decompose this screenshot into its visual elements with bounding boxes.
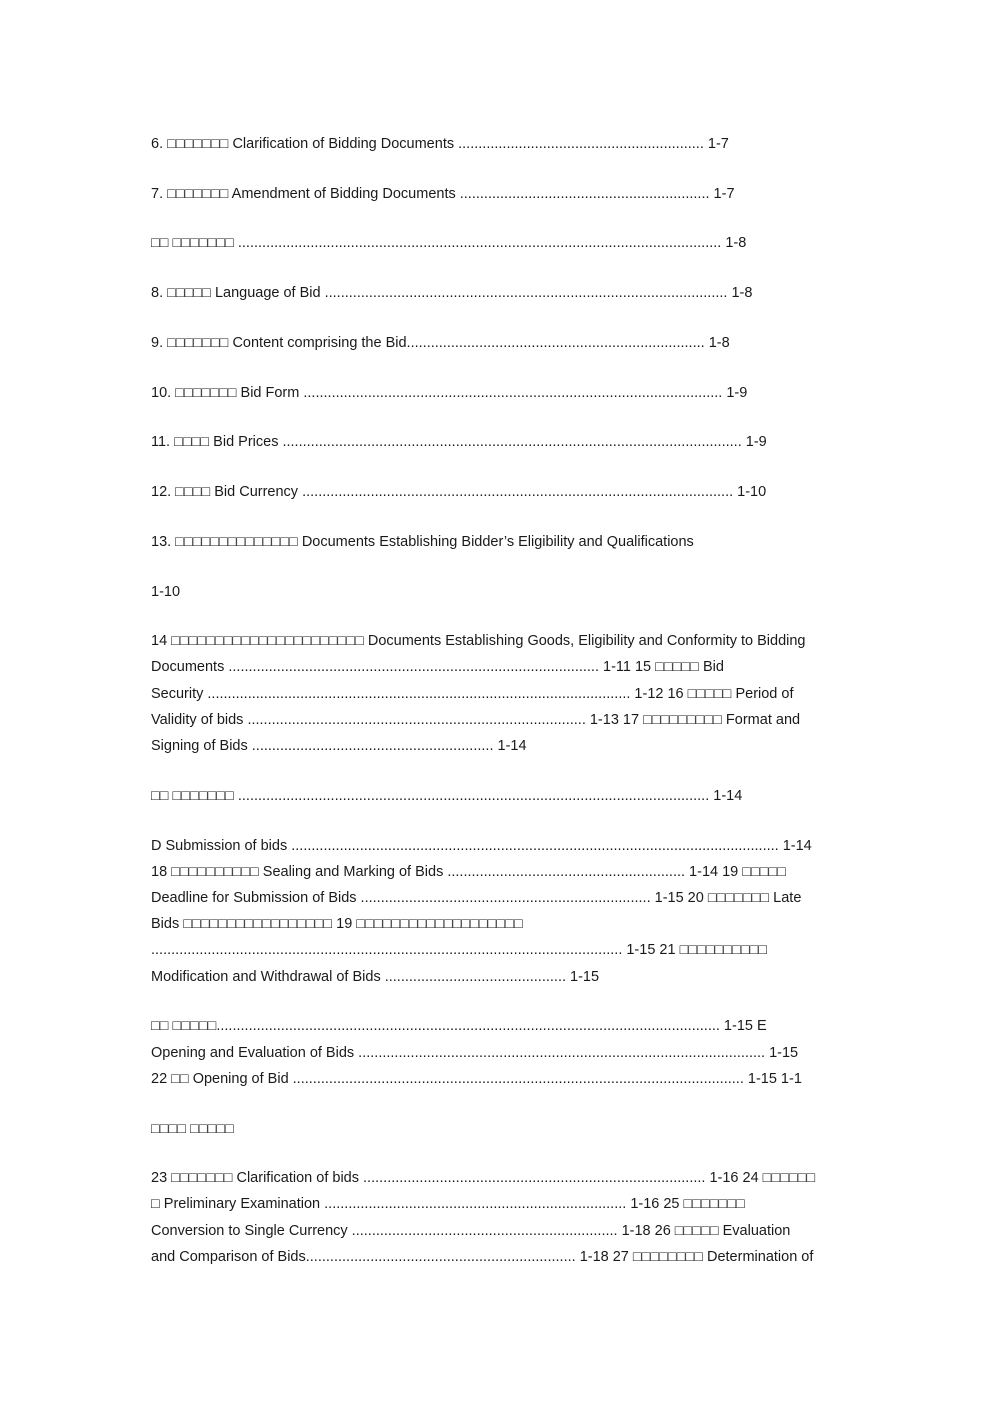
toc-line: ..................................................................................................................... 1-15 21 □□□□□□□□□□ — [151, 942, 768, 958]
toc-line: Conversion to Single Currency .................................................................. 1-18 26 □□□□□ Evaluation — [151, 1223, 791, 1239]
toc-line: □ Preliminary Examination ........................................................................... 1-16 25 □□□□□□□ — [151, 1196, 745, 1212]
toc-line: 1-10 — [151, 584, 181, 600]
toc-line: D Submission of bids ......................................................................................................................... 1-14 — [151, 838, 812, 854]
toc-line: 13. □□□□□□□□□□□□□□ Documents Establishing Bidder’s Eligibility and Qualifications — [151, 534, 694, 550]
toc-line: Opening and Evaluation of Bids ..................................................................................................... 1-15 — [151, 1045, 799, 1061]
toc-line: 11. □□□□ Bid Prices .................................................................................................................. 1-9 — [151, 434, 767, 450]
toc-line: □□ □□□□□............................................................................................................................. 1-15 E — [151, 1018, 767, 1034]
toc-line: 14 □□□□□□□□□□□□□□□□□□□□□□ Documents Establishing Goods, Eligibility and Conformity to Bidding — [151, 633, 806, 649]
toc-line: Signing of Bids ............................................................ 1-14 — [151, 738, 527, 754]
toc-line: Validity of bids .................................................................................... 1-13 17 □□□□□□□□□ Format and — [151, 712, 801, 728]
toc-line: 8. □□□□□ Language of Bid .................................................................................................... 1-8 — [151, 285, 753, 301]
toc-line: 10. □□□□□□□ Bid Form ........................................................................................................ 1-9 — [151, 385, 748, 401]
toc-line: 12. □□□□ Bid Currency ........................................................................................................... 1-10 — [151, 484, 767, 500]
toc-line: □□ □□□□□□□ ........................................................................................................................ 1-8 — [151, 235, 747, 251]
toc-line: □□ □□□□□□□ ..................................................................................................................... 1-14 — [151, 788, 743, 804]
toc-line: Bids □□□□□□□□□□□□□□□□□ 19 □□□□□□□□□□□□□□□□□□□ — [151, 916, 523, 932]
toc-line: Modification and Withdrawal of Bids ............................................. 1-15 — [151, 969, 600, 985]
toc-line: Documents ............................................................................................ 1-11 15 □□□□□ Bid — [151, 659, 724, 675]
toc-line: 22 □□ Opening of Bid ................................................................................................................ 1-15 1-1 — [151, 1071, 802, 1087]
toc-line: Deadline for Submission of Bids ........................................................................ 1-15 20 □□□□□□□ Late — [151, 890, 802, 906]
toc-line: 18 □□□□□□□□□□ Sealing and Marking of Bids ........................................................... 1-14 19 □□□□□ — [151, 864, 787, 880]
toc-line: □□□□ □□□□□ — [151, 1121, 234, 1137]
toc-line: and Comparison of Bids................................................................... 1-18 27 □□□□□□□□ Determination of — [151, 1249, 814, 1265]
toc-line: 23 □□□□□□□ Clarification of bids ..................................................................................... 1-16 24 □□□□□□ — [151, 1170, 816, 1186]
toc-line: Security ......................................................................................................... 1-12 16 □□□□□ Period of — [151, 686, 794, 702]
toc-line: 9. □□□□□□□ Content comprising the Bid.......................................................................... 1-8 — [151, 335, 730, 351]
toc-line: 6. □□□□□□□ Clarification of Bidding Documents ............................................................. 1-7 — [151, 136, 729, 152]
toc-line: 7. □□□□□□□ Amendment of Bidding Documents .............................................................. 1-7 — [151, 186, 735, 202]
